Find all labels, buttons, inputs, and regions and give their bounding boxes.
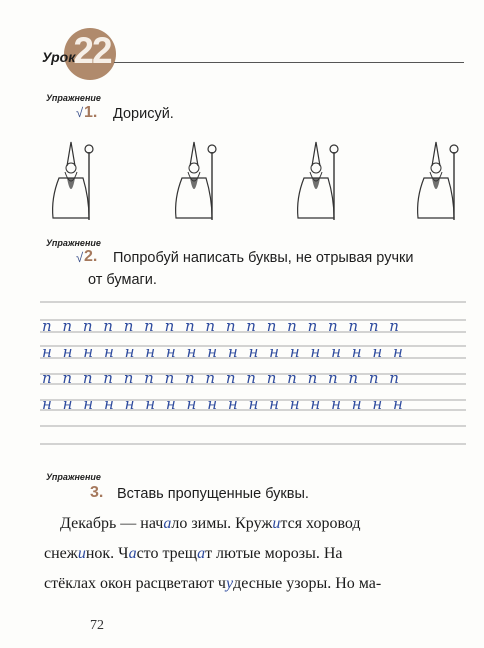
story-line-1: Декабрь — начало зимы. Кружится хоровод [60,515,361,532]
lesson-label: Урок [42,49,76,65]
exercise-1-number: 1. [84,104,98,121]
story-line-2: снежинок. Часто трещат лютые морозы. На [44,545,343,562]
check-mark-2: √ [76,250,84,265]
wizard-drawing-3 [290,138,350,222]
exercise-2-number: 2. [84,248,98,265]
filled-letter: а [163,515,172,532]
header-rule [114,62,464,63]
handwriting-row-1: п п п п п п п п п п п п п п п п п п [42,317,402,335]
handwriting-row-3: п п п п п п п п п п п п п п п п п п [42,369,402,387]
handwriting-lines [40,298,466,448]
lesson-number: 22 [73,30,111,71]
story-line-3: стёклах окон расцветают чудесные узоры. Но ма- [44,575,382,592]
handwriting-row-2: н н н н н н н н н н н н н н н н н н [42,343,406,361]
filled-letter: а [128,545,137,562]
check-mark-1: √ [76,105,84,120]
wizard-drawing-4 [410,138,470,222]
page-number: 72 [90,618,104,633]
handwriting-row-4: н н н н н н н н н н н н н н н н н н [42,395,406,413]
wizard-drawing-2 [168,138,228,222]
filled-letter: у [225,575,234,592]
wizard-drawing-1 [45,138,105,222]
filled-letter: а [197,545,206,562]
exercise-3-number: 3. [90,484,104,501]
exercise-1-text: Дорисуй. [113,106,174,122]
exercise-3-text: Вставь пропущенные буквы. [117,486,309,502]
exercise-2-label: Упражнение [46,238,101,248]
filled-letter: и [272,515,281,532]
exercise-2-text-line2: от бумаги. [88,272,157,288]
exercise-1-label: Упражнение [46,93,101,103]
exercise-2-text-line1: Попробуй написать буквы, не отрывая ручки [113,250,414,266]
filled-letter: и [77,545,86,562]
exercise-3-label: Упражнение [46,472,101,482]
